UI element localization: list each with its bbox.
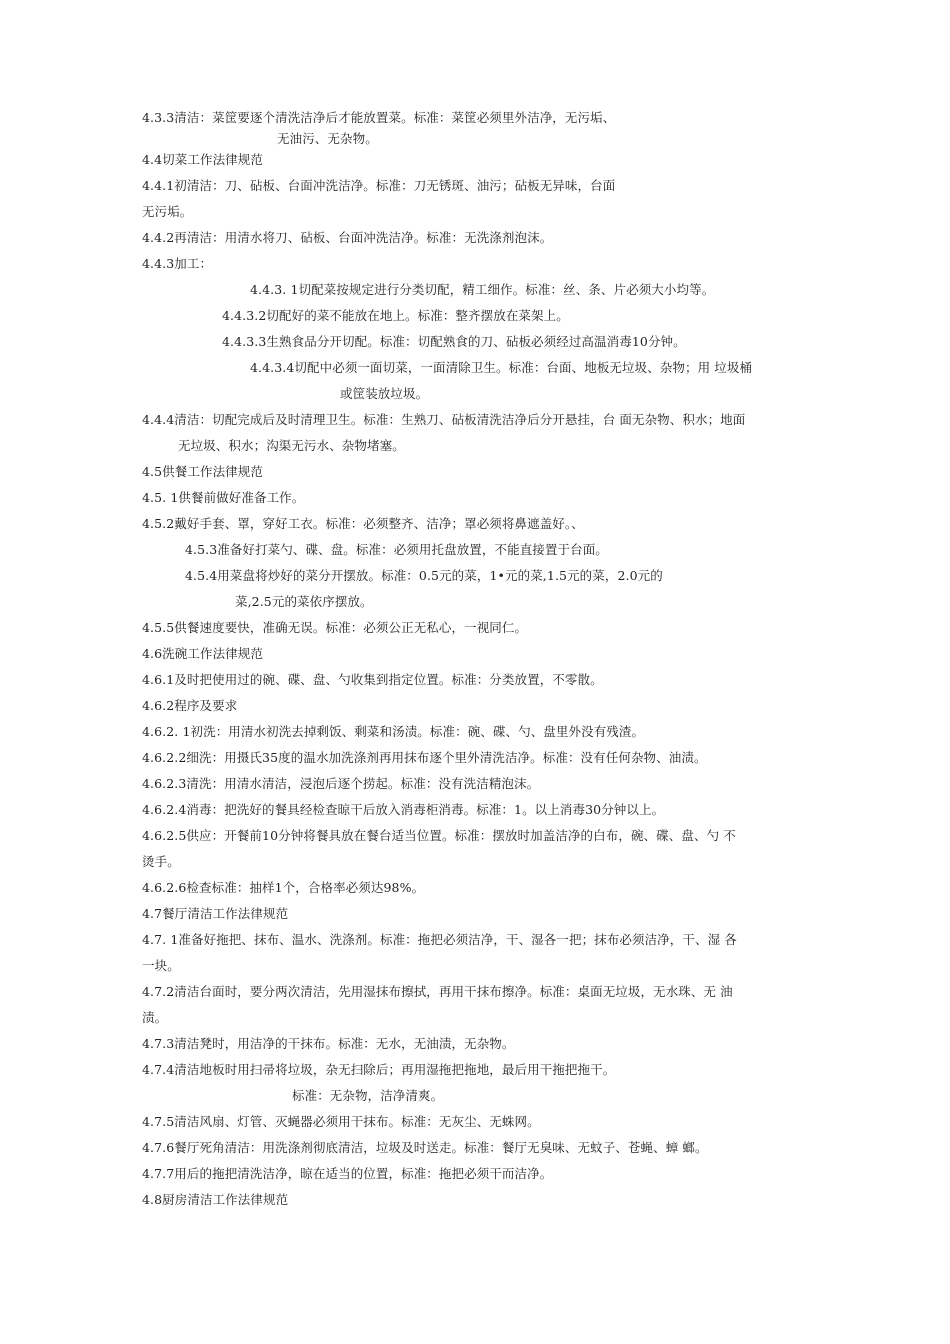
- text-line: 4.6.2.3清洗：用清水清洁，浸泡后逐个捞起。标准：没有洗洁精泡沫。: [142, 776, 540, 791]
- text-line: 4.4.2再清洁：用清水将刀、砧板、台面冲洗洁净。标准：无洗涤剂泡沫。: [142, 230, 553, 245]
- text-line: 4.4.1初清洁：刀、砧板、台面冲洗洁净。标准：刀无锈斑、油污；砧板无异味，台面: [142, 178, 616, 193]
- section-heading: 4.7餐厅清洁工作法律规范: [142, 906, 289, 921]
- text-line: 标准：无杂物，洁净清爽。: [292, 1088, 444, 1103]
- text-line: 无污垢。: [142, 204, 193, 219]
- text-line: 4.5. 1供餐前做好准备工作。: [142, 490, 305, 505]
- text-line: 4.7.5清洁风扇、灯管、灭蝇器必须用干抹布。标准：无灰尘、无蛛网。: [142, 1114, 540, 1129]
- text-line: 4.6.2. 1初洗：用清水初洗去掉剩饭、剩菜和汤渍。标准：碗、碟、勺、盘里外没有残渣。: [142, 724, 645, 739]
- text-line: 菜,2.5元的菜依序摆放。: [235, 594, 373, 609]
- section-heading: 4.6洗碗工作法律规范: [142, 646, 263, 661]
- text-line: 4.7.2清洁台面时，要分两次清洁，先用湿抹布擦拭，再用干抹布擦净。标准：桌面无垃圾，无水珠、无 油: [142, 984, 733, 999]
- section-heading: 4.4切菜工作法律规范: [142, 152, 263, 167]
- text-line: 4.4.4清洁：切配完成后及时清理卫生。标准：生熟刀、砧板清洗洁净后分开悬挂，台 面无杂物、积水；地面: [142, 412, 746, 427]
- text-line: 4.5.2戴好手套、罩，穿好工衣。标准：必须整齐、洁净；罩必须将鼻遮盖好。、: [142, 516, 584, 531]
- text-line: 4.4.3加工：: [142, 256, 213, 271]
- text-line: 或筐装放垃圾。: [340, 386, 429, 401]
- text-line: 无油污、无杂物。: [277, 131, 378, 146]
- text-line: 无垃圾、积水；沟渠无污水、杂物堵塞。: [178, 438, 405, 453]
- text-line: 4.6.2.6检查标准：抽样1个，合格率必须达98%。: [142, 880, 425, 895]
- text-line: 4.6.1及时把使用过的碗、碟、盘、勺收集到指定位置。标准：分类放置，不零散。: [142, 672, 603, 687]
- text-line: 4.6.2.5供应：开餐前10分钟将餐具放在餐台适当位置。标准：摆放时加盖洁净的白布，碗、碟、盘、勺 不: [142, 828, 736, 843]
- text-line: 4.4.3.2切配好的菜不能放在地上。标准：整齐摆放在菜架上。: [222, 308, 569, 323]
- text-line: 4.6.2.4消毒：把洗好的餐具经检查晾干后放入消毒柜消毒。标准：1。以上消毒30分钟以上。: [142, 802, 665, 817]
- text-line: 4.7.3清洁凳时，用洁净的干抹布。标准：无水，无油渍，无杂物。: [142, 1036, 515, 1051]
- text-line: 4.4.3.4切配中必须一面切菜，一面清除卫生。标准：台面、地板无垃圾、杂物；用 垃圾桶: [250, 360, 753, 375]
- text-line: 4.7. 1准备好拖把、抹布、温水、洗涤剂。标准：拖把必须洁净，干、湿各一把；抹布必须洁净，干、湿 各: [142, 932, 737, 947]
- text-line: 烫手。: [142, 854, 180, 869]
- text-line: 4.7.7用后的拖把清洗洁净，晾在适当的位置，标准：拖把必须干而洁净。: [142, 1166, 553, 1181]
- text-line: 一块。: [142, 958, 180, 973]
- text-line: 4.7.6餐厅死角清洁：用洗涤剂彻底清洁，垃圾及时送走。标准：餐厅无臭味、无蚊子、苍蝇、蟑 螂。: [142, 1140, 708, 1155]
- text-line: 4.5.5供餐速度要快，准确无误。标准：必须公正无私心，一视同仁。: [142, 620, 528, 635]
- text-line: 4.5.4用菜盘将炒好的菜分开摆放。标准：0.5元的菜，1•元的菜,1.5元的菜，2.0元的: [185, 568, 663, 583]
- text-line: 4.7.4清洁地板时用扫帚将垃圾，杂无扫除后；再用湿拖把拖地，最后用干拖把拖干。: [142, 1062, 616, 1077]
- text-line: 4.3.3清洁：菜筐要逐个清洗洁净后才能放置菜。标准：菜筐必须里外洁净，无污垢、: [142, 110, 616, 125]
- section-heading: 4.8厨房清洁工作法律规范: [142, 1192, 289, 1207]
- section-heading: 4.5供餐工作法律规范: [142, 464, 263, 479]
- text-line: 4.6.2.2细洗：用摄氏35度的温水加洗涤剂再用抹布逐个里外清洗洁净。标准：没有任何杂物、油渍。: [142, 750, 707, 765]
- text-line: 4.5.3准备好打菜勺、碟、盘。标准：必须用托盘放置，不能直接置于台面。: [185, 542, 608, 557]
- text-line: 渍。: [142, 1010, 168, 1025]
- text-line: 4.6.2程序及要求: [142, 698, 238, 713]
- text-line: 4.4.3.3生熟食品分开切配。标准：切配熟食的刀、砧板必须经过高温消毒10分钟。: [222, 334, 686, 349]
- text-line: 4.4.3. 1切配菜按规定进行分类切配，精工细作。标准：丝、条、片必须大小均等。: [250, 282, 715, 297]
